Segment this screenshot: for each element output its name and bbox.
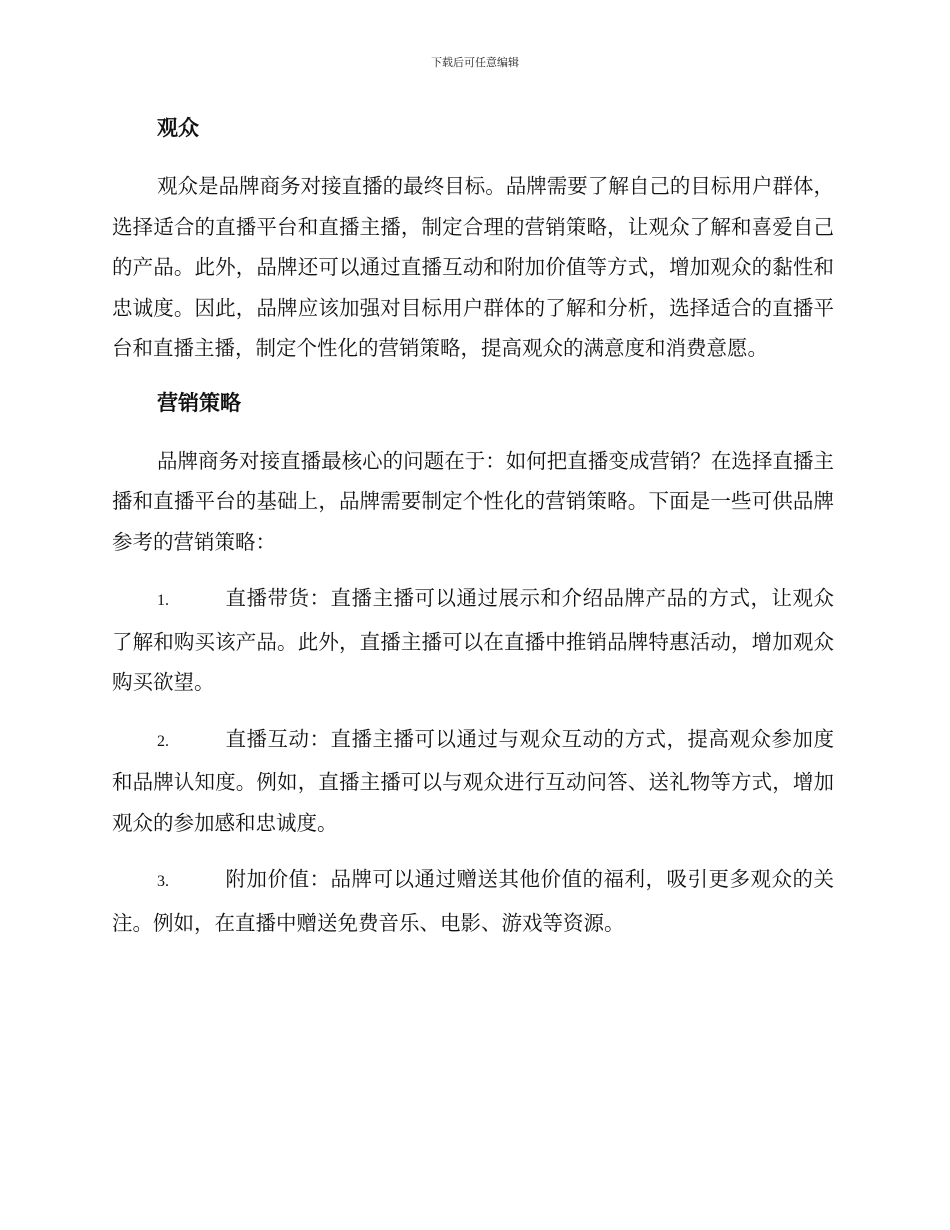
list-item-text: 直播带货：直播主播可以通过展示和介绍品牌产品的方式，让观众了解和购买该产品。此外，直播主播可以在直播中推销品牌特惠活动，增加观众购买欲望。 — [112, 586, 834, 694]
list-item — [112, 578, 834, 703]
list-item-text: 附加价值：品牌可以通过赠送其他价值的福利，吸引更多观众的关注。例如，在直播中赠送免费音乐、电影、游戏等资源。 — [112, 867, 834, 935]
list-item-number: 3. — [157, 873, 169, 890]
list-item-text: 直播互动：直播主播可以通过与观众互动的方式，提高观众参加度和品牌认知度。例如，直播主播可以与观众进行互动问答、送礼物等方式，增加观众的参加感和忠诚度。 — [112, 726, 834, 835]
document-body — [112, 112, 834, 943]
section-paragraph-audience: 观众是品牌商务对接直播的最终目标。品牌需要了解自己的目标用户群体，选择适合的直播平台和直播主播，制定合理的营销策略，让观众了解和喜爱自己的产品。此外，品牌还可以通过直播互动和附加价值等方式，增加观众的黏性和忠诚度。因此，品牌应该加强对目标用户群体的了解和分析，选择适合的直播平台和直播主播，制定个性化的营销策略，提高观众的满意度和消费意愿。 — [112, 174, 834, 360]
page-header: 下载后可任意编辑 — [431, 56, 519, 69]
section-paragraph-marketing: 品牌商务对接直播最核心的问题在于：如何把直播变成营销？在选择直播主播和直播平台的基础上，品牌需要制定个性化的营销策略。下面是一些可供品牌参考的营销策略： — [112, 448, 834, 554]
list-item — [112, 719, 834, 844]
section-heading-audience: 观众 — [157, 116, 199, 140]
list-item — [112, 859, 834, 943]
section-heading-marketing: 营销策略 — [157, 390, 241, 415]
list-item-number: 1. — [157, 592, 169, 609]
list-item-number: 2. — [157, 732, 169, 750]
